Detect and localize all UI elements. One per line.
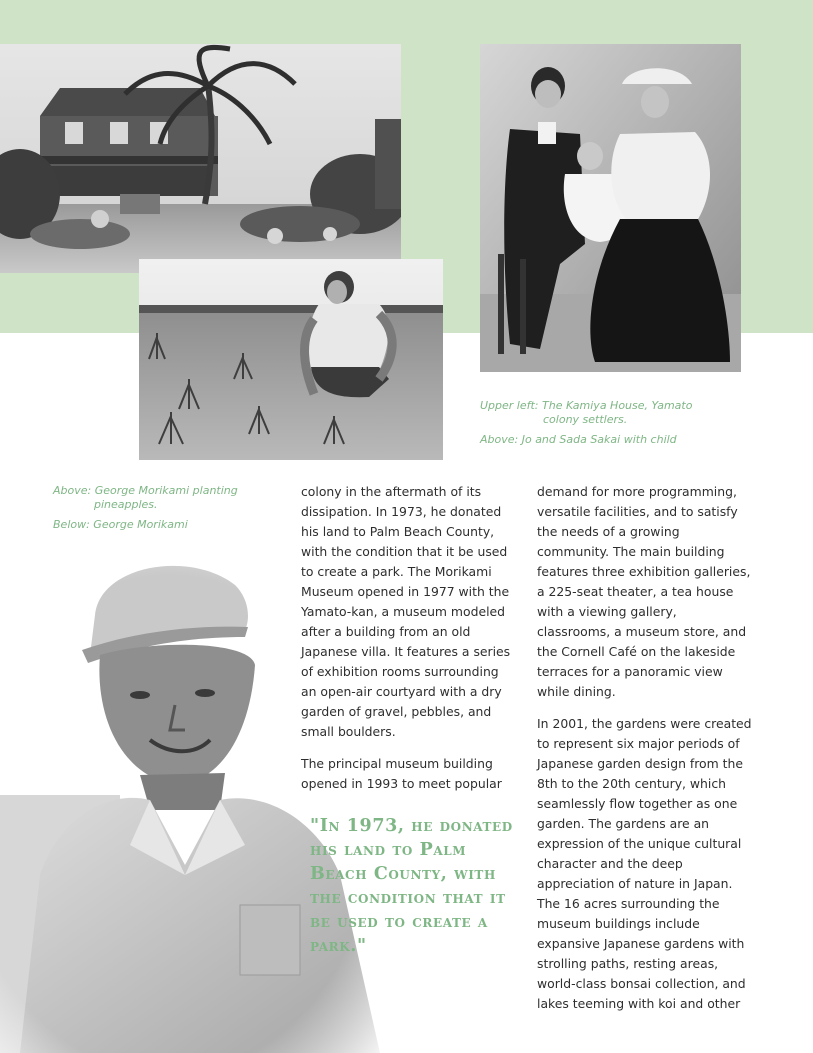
caption-kamiya-line2: colony settlers.	[543, 413, 628, 426]
caption-morikami: Below: George Morikami	[53, 518, 188, 531]
kamiya-house-photo	[0, 44, 401, 273]
article-column-2	[537, 482, 752, 1026]
morikami-planting-photo	[139, 259, 443, 460]
column1-paragraph-2: The principal museum building opened in 1993 to meet popular	[301, 756, 502, 791]
sakai-family-photo	[480, 44, 741, 372]
caption-sakai: Above: Jo and Sada Sakai with child	[480, 433, 677, 446]
column2-paragraph-2: In 2001, the gardens were created to represent six major periods of Japanese garden design from the 8th to the 20th century, which seamlessly flow together as one garden. The gardens are an expression of the unique cultural character and the deep appreciation of nature in Japan. The 16 acres surrounding the museum buildings include expansive Japanese gardens with strolling paths, resting areas, world-class bonsai collection, and lakes teeming with koi and other	[537, 716, 752, 1011]
caption-left	[53, 484, 283, 532]
caption-top-right	[480, 399, 740, 447]
pull-quote: "In 1973, he donated his land to Palm Beach County, with the condition that it be used to create a park."	[310, 816, 513, 956]
column1-paragraph-1: colony in the aftermath of its dissipation. In 1973, he donated his land to Palm Beach County, with the condition that it be used to create a park. The Morikami Museum opened in 1977 with the Yamato-kan, a museum modeled after a building from an old Japanese villa. It features a series of exhibition rooms surrounding an open-air courtyard with a dry garden of gravel, pebbles, and small boulders.	[301, 484, 511, 739]
caption-planting-line2: pineapples.	[94, 498, 158, 511]
article-column-1	[301, 482, 516, 806]
caption-kamiya-line1: Upper left: The Kamiya House, Yamato	[480, 399, 693, 412]
column2-paragraph-1: demand for more programming, versatile facilities, and to satisfy the needs of a growing community. The main building features three exhibition galleries, a 225-seat theater, a tea house with a viewing gallery, classrooms, a museum store, and the Cornell Café on the lakeside terraces for a panoramic view while dining.	[537, 484, 751, 699]
caption-planting-line1: Above: George Morikami planting	[53, 484, 238, 497]
